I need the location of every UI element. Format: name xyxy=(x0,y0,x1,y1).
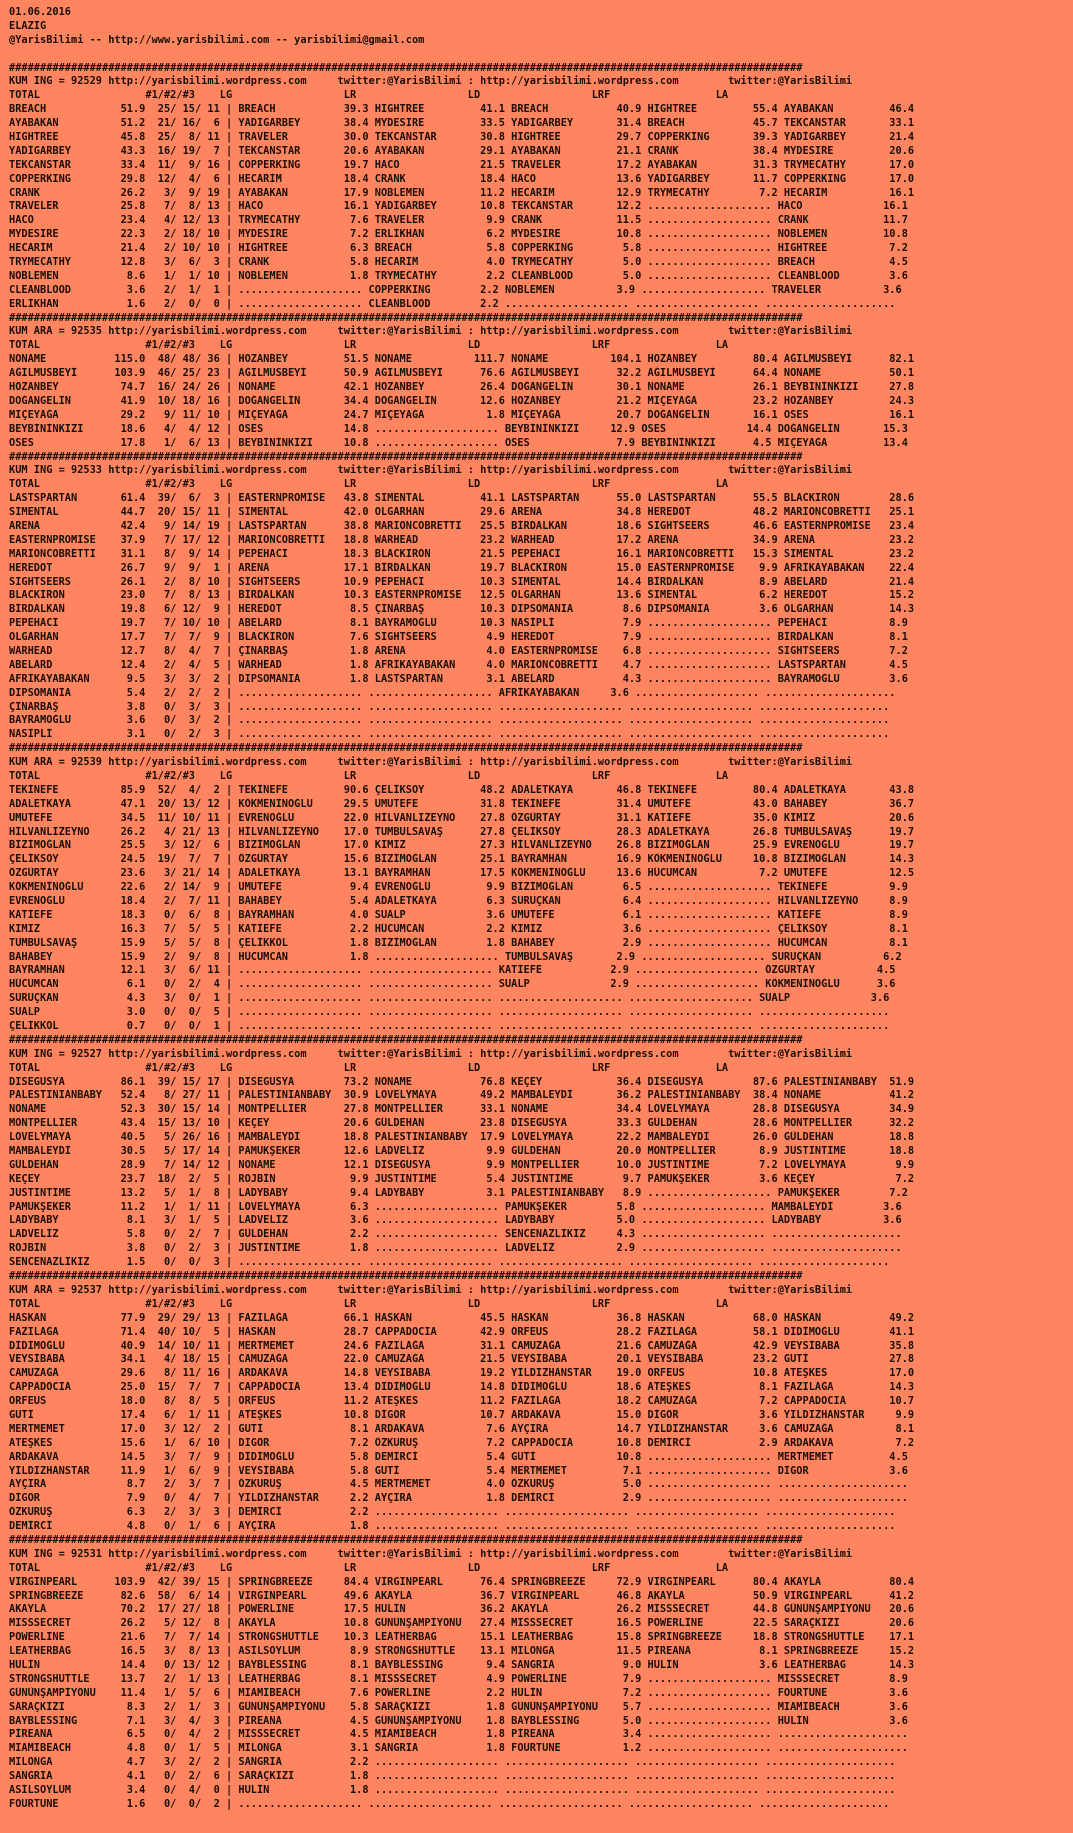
table-row: CLEANBLOOD 3.6 2/ 1/ 1 | .................... COPPERKING 2.2 NOBLEMEN 3.9 .................... TRAVELER 3.6 xyxy=(9,283,902,296)
table-row: DİDİMOĞLU 40.9 14/ 10/ 11 | MERTMEMET 24.6 FAZILAĞA 31.1 CAMUZAĞA 21.6 CAMUZAĞA 42.9 VEYSİBABA 35.8 xyxy=(9,1339,915,1352)
table-row: CAMUZAĞA 29.6 8/ 11/ 16 | ARDAKAVA 14.8 VEYSİBABA 19.2 YILDIZHANSTAR 19.0 ORFEUS 10.8 ATEŞKES 17.0 xyxy=(9,1367,915,1380)
table-row: BEYBİNİNKIZI 18.6 4/ 4/ 12 | OSES 14.8 .................... BEYBİNİNKIZI 12.9 OSES 14.4 DOĞANGELİN 15.3 xyxy=(9,422,908,435)
table-row: ABELARD 12.4 2/ 4/ 5 | WARHEAD 1.8 AFRİKAYABAKAN 4.0 MARIONCOBRETTI 4.7 .................... LASTSPARTAN 4.5 xyxy=(9,658,908,671)
table-row: ÇELİKKOL 0.7 0/ 0/ 1 | .................... .................... .................... .................... ..................... xyxy=(9,1020,890,1033)
table-row: TRAVELER 25.8 7/ 8/ 13 | HACO 16.1 YADİGARBEY 10.8 TEKCANSTAR 12.2 .................... HACO 16.1 xyxy=(9,200,908,213)
table-row: MISSSECRET 26.2 5/ 12/ 8 | AKAYLA 10.8 GÜNÜNŞAMPİYONU 27.4 MISSSECRET 16.5 POWERLINE 22.5 SARAÇKIZI 20.6 xyxy=(9,1617,915,1630)
column-headers: TOTAL #1/#2/#3 LG LR LD LRF LA xyxy=(9,89,729,102)
table-row: HECARİM 21.4 2/ 10/ 10 | HIGHTREE 6.3 BREACH 5.8 COPPERKING 5.8 .................... HIGHTREE 7.2 xyxy=(9,242,908,255)
table-row: ERLİKHAN 1.6 2/ 0/ 0 | .................... CLEANBLOOD 2.2 .................... .................... ..................... xyxy=(9,297,896,310)
table-row: WARHEAD 12.7 8/ 4/ 7 | ÇINARBAŞ 1.8 ARENA 4.0 EASTERNPROMISE 6.8 .................... SIGHTSEERS 7.2 xyxy=(9,644,908,657)
section-separator: ################################################################################################################################ xyxy=(9,1033,803,1046)
table-row: MYDESIRE 22.3 2/ 18/ 10 | MYDESIRE 7.2 ERLİKHAN 6.2 MYDESIRE 10.8 .................... NOBLEMEN 10.8 xyxy=(9,228,908,241)
table-row: GÜNÜNŞAMPİYONU 11.4 1/ 5/ 6 | MIAMIBEACH 7.6 POWERLINE 2.2 HULİN 7.2 .................... FOURTUNE 3.6 xyxy=(9,1686,908,1699)
table-row: FAZILAĞA 71.4 40/ 10/ 5 | HASKAN 28.7 CAPPADOCIA 42.9 ORFEUS 28.2 FAZILAĞA 58.1 DİDİMOĞLU 41.1 xyxy=(9,1325,915,1338)
table-row: BLACKIRON 23.0 7/ 8/ 13 | BİRDALKAN 10.3 EASTERNPROMISE 12.5 OLGARHAN 13.6 SIMENTAL 6.2 HEREDOT 15.2 xyxy=(9,589,915,602)
table-row: SARAÇKIZI 8.3 2/ 1/ 3 | GÜNÜNŞAMPİYONU 5.8 SARAÇKIZI 1.8 GÜNÜNŞAMPİYONU 5.7 .................... MIAMIBEACH 3.6 xyxy=(9,1700,908,1713)
table-row: POWERLINE 21.6 7/ 7/ 14 | STRONGSHUTTLE 10.3 LEATHERBAG 15.1 LEATHERBAG 15.8 SPRINGBREEZE 18.8 STRONGSHUTTLE 17.1 xyxy=(9,1631,915,1644)
table-row: LADVELİZ 5.8 0/ 2/ 7 | GÜLDEHAN 2.2 .................... SENCENAZLIKIZ 4.3 .................... ..................... xyxy=(9,1228,902,1241)
column-headers: TOTAL #1/#2/#3 LG LR LD LRF LA xyxy=(9,339,729,352)
column-headers: TOTAL #1/#2/#3 LG LR LD LRF LA xyxy=(9,1061,729,1074)
table-row: COPPERKING 29.8 12/ 4/ 6 | HECARİM 18.4 CRANK 18.4 HACO 13.6 YADİGARBEY 11.7 COPPERKING 17.0 xyxy=(9,172,915,185)
section-separator: ################################################################################################################################ xyxy=(9,61,803,74)
table-row: BAYRAMOĞLU 3.6 0/ 3/ 2 | .................... .................... .................... .................... ..................... xyxy=(9,714,890,727)
table-row: ÇINARBAŞ 3.8 0/ 3/ 3 | .................... .................... .................... .................... ..................... xyxy=(9,700,890,713)
table-row: SANGRIA 4.1 0/ 2/ 6 | SARAÇKIZI 1.8 .................... .................... .................... ..................... xyxy=(9,1770,896,1783)
table-row: DEMİRCİ 4.8 0/ 1/ 6 | AYÇIRA 1.8 .................... .................... .................... ..................... xyxy=(9,1520,896,1533)
table-row: BAYBLESSING 7.1 3/ 4/ 3 | PİREANA 4.5 GÜNÜNŞAMPİYONU 1.8 BAYBLESSING 5.0 .................... HULİN 3.6 xyxy=(9,1714,908,1727)
table-row: LASTSPARTAN 61.4 39/ 6/ 3 | EASTERNPROMISE 43.8 SIMENTAL 41.1 LASTSPARTAN 55.0 LASTSPARTAN 55.5 BLACKIRON 28.6 xyxy=(9,492,915,505)
table-row: MILONGA 4.7 3/ 2/ 2 | SANGRIA 2.2 .................... .................... .................... ..................... xyxy=(9,1756,896,1769)
table-row: PİREANA 6.5 0/ 4/ 2 | MISSSECRET 4.5 MIAMIBEACH 1.8 PİREANA 3.4 .................... ..................... xyxy=(9,1728,908,1741)
table-row: ROJBİN 3.8 0/ 2/ 3 | JUSTINTIME 1.8 .................... LADVELİZ 2.9 .................... ..................... xyxy=(9,1242,902,1255)
races-container xyxy=(9,62,1073,1812)
table-row: ARDAKAVA 14.5 3/ 7/ 9 | DİDİMOĞLU 5.8 DEMİRCİ 5.4 GUTİ 10.8 .................... MERTMEMET 4.5 xyxy=(9,1450,908,1463)
table-row: ÇELİKSOY 24.5 19/ 7/ 7 | ÖZGÜRTAY 15.6 BİZİMOĞLAN 25.1 BAYRAMHAN 16.9 KÖKMENİNOĞLU 10.8 BİZİMOĞLAN 14.3 xyxy=(9,853,915,866)
table-row: PALESTINIANBABY 52.4 8/ 27/ 11 | PALESTINIANBABY 30.9 LOVELYMAYA 49.2 MAMBALEYDİ 36.2 PALESTINIANBABY 38.4 NONAME 41.2 xyxy=(9,1089,915,1102)
table-row: ADALETKAYA 47.1 20/ 13/ 12 | KÖKMENİNOĞLU 29.5 UMUTEFE 31.8 TEKİNEFE 31.4 UMUTEFE 43.0 BAHABEY 36.7 xyxy=(9,797,915,810)
table-row: DIPSOMANIA 5.4 2/ 2/ 2 | .................... .................... AFRİKAYABAKAN 3.6 .................... ..................... xyxy=(9,686,896,699)
table-row: NONAME 52.3 30/ 15/ 14 | MONTPELLIER 27.8 MONTPELLIER 33.1 NONAME 34.4 LOVELYMAYA 28.8 DISEGUSYA 34.9 xyxy=(9,1103,915,1116)
table-row: HASKAN 77.9 29/ 29/ 13 | FAZILAĞA 66.1 HASKAN 45.5 HASKAN 36.8 HASKAN 68.0 HASKAN 49.2 xyxy=(9,1311,915,1324)
table-row: KEÇEY 23.7 18/ 2/ 5 | ROJBİN 9.9 JUSTINTIME 5.4 JUSTINTIME 9.7 PAMUKŞEKER 3.6 KEÇEY 7.2 xyxy=(9,1172,915,1185)
table-row: NONAME 115.0 48/ 48/ 36 | HOZANBEY 51.5 NONAME 111.7 NONAME 104.1 HOZANBEY 80.4 AĞILMUSBEYİ 82.1 xyxy=(9,353,915,366)
table-row: GUTİ 17.4 6/ 1/ 11 | ATEŞKES 10.8 DİGOR 10.7 ARDAKAVA 15.0 DİGOR 3.6 YILDIZHANSTAR 9.9 xyxy=(9,1408,915,1421)
table-row: KÖKMENİNOĞLU 22.6 2/ 14/ 9 | UMUTEFE 9.4 EVRENOĞLU 9.9 BİZİMOĞLAN 6.5 .................... TEKİNEFE 9.9 xyxy=(9,881,908,894)
race-title: KUM ING = 92531 http://yarisbilimi.wordpress.com twitter:@YarisBilimi : http://yarisbilimi.wordpress.com twitter:@YarisBilimi xyxy=(9,1547,853,1560)
section-separator: ################################################################################################################################ xyxy=(9,311,803,324)
table-row: HÜCUMCAN 6.1 0/ 2/ 4 | .................... .................... SUALP 2.9 .................... KÖKMENİNOĞLU 3.6 xyxy=(9,978,896,991)
race-title: KUM ARA = 92539 http://yarisbilimi.wordpress.com twitter:@YarisBilimi : http://yarisbilimi.wordpress.com twitter:@YarisBilimi xyxy=(9,756,853,769)
table-row: DISEGUSYA 86.1 39/ 15/ 17 | DISEGUSYA 73.2 NONAME 76.8 KEÇEY 36.4 DISEGUSYA 87.6 PALESTINIANBABY 51.9 xyxy=(9,1075,915,1088)
table-row: AFRİKAYABAKAN 9.5 3/ 3/ 2 | DIPSOMANIA 1.8 LASTSPARTAN 3.1 ABELARD 4.3 .................... BAYRAMOĞLU 3.6 xyxy=(9,672,908,685)
table-row: PAMUKŞEKER 11.2 1/ 1/ 11 | LOVELYMAYA 6.3 .................... PAMUKŞEKER 5.8 .................... MAMBALEYDİ 3.6 xyxy=(9,1200,902,1213)
table-row: ARENA 42.4 9/ 14/ 19 | LASTSPARTAN 38.8 MARIONCOBRETTI 25.5 BİRDALKAN 18.6 SIGHTSEERS 46.6 EASTERNPROMISE 23.4 xyxy=(9,519,915,532)
table-row: NOBLEMEN 8.6 1/ 1/ 10 | NOBLEMEN 1.8 TRYMECATHY 2.2 CLEANBLOOD 5.0 .................... CLEANBLOOD 3.6 xyxy=(9,269,908,282)
table-row: MARIONCOBRETTI 31.1 8/ 9/ 14 | PEPEHACI 18.3 BLACKIRON 21.5 PEPEHACI 16.1 MARIONCOBRETTI 15.3 SIMENTAL 23.2 xyxy=(9,547,915,560)
table-row: EASTERNPROMISE 37.9 7/ 17/ 12 | MARIONCOBRETTI 18.8 WARHEAD 23.2 WARHEAD 17.2 ARENA 34.9 ARENA 23.2 xyxy=(9,533,915,546)
table-row: MIÇEYAĞA 29.2 9/ 11/ 10 | MIÇEYAĞA 24.7 MIÇEYAĞA 1.8 MIÇEYAĞA 20.7 DOĞANGELİN 16.1 OSES 16.1 xyxy=(9,408,915,421)
table-row: SENCENAZLIKIZ 1.5 0/ 0/ 3 | .................... .................... .................... .................... ..................... xyxy=(9,1256,890,1269)
table-row: HIGHTREE 45.8 25/ 8/ 11 | TRAVELER 30.0 TEKCANSTAR 30.8 HIGHTREE 29.7 COPPERKING 39.3 YADİGARBEY 21.4 xyxy=(9,131,915,144)
table-row: VEYSİBABA 34.1 4/ 18/ 15 | CAMUZAĞA 22.0 CAMUZAĞA 21.5 VEYSİBABA 20.1 VEYSİBABA 23.2 GUTİ 27.8 xyxy=(9,1353,915,1366)
table-row: LEATHERBAG 16.5 3/ 8/ 13 | ASİLSOYLUM 8.9 STRONGSHUTTLE 13.1 MILONGA 11.5 PİREANA 8.1 SPRINGBREEZE 15.2 xyxy=(9,1645,915,1658)
blank-line xyxy=(9,48,1073,62)
report-contact: @YarisBilimi -- http://www.yarisbilimi.com -- yarisbilimi@gmail.com xyxy=(9,33,425,46)
table-row: SPRINGBREEZE 82.6 58/ 6/ 14 | VIRGINPEARL 49.6 AKAYLA 36.7 VIRGINPEARL 46.8 AKAYLA 50.9 VIRGINPEARL 41.2 xyxy=(9,1589,915,1602)
table-row: CRANK 26.2 3/ 9/ 19 | AYABAKAN 17.9 NOBLEMEN 11.2 HECARİM 12.9 TRYMECATHY 7.2 HECARİM 16.1 xyxy=(9,186,915,199)
table-row: EVRENOĞLU 18.4 2/ 7/ 11 | BAHABEY 5.4 ADALETKAYA 6.3 SURUÇKAN 6.4 .................... HİLVANLIZEYNO 8.9 xyxy=(9,895,908,907)
race-title: KUM ING = 92533 http://yarisbilimi.wordpress.com twitter:@YarisBilimi : http://yarisbilimi.wordpress.com twitter:@YarisBilimi xyxy=(9,464,853,477)
table-row: HACO 23.4 4/ 12/ 13 | TRYMECATHY 7.6 TRAVELER 9.9 CRANK 11.5 .................... CRANK 11.7 xyxy=(9,214,908,227)
column-headers: TOTAL #1/#2/#3 LG LR LD LRF LA xyxy=(9,1297,729,1310)
race-title: KUM ARA = 92537 http://yarisbilimi.wordpress.com twitter:@YarisBilimi : http://yarisbilimi.wordpress.com twitter:@YarisBilimi xyxy=(9,1283,853,1296)
table-row: JUSTINTIME 13.2 5/ 1/ 8 | LADYBABY 9.4 LADYBABY 3.1 PALESTINIANBABY 8.9 .................... PAMUKŞEKER 7.2 xyxy=(9,1186,908,1199)
table-row: AYÇIRA 8.7 2/ 3/ 7 | ÖZKURUŞ 4.5 MERTMEMET 4.0 ÖZKURUŞ 5.0 .................... ..................... xyxy=(9,1478,908,1491)
table-row: YILDIZHANSTAR 11.9 1/ 6/ 9 | VEYSİBABA 5.8 GUTİ 5.4 MERTMEMET 7.1 .................... DİGOR 3.6 xyxy=(9,1464,908,1477)
race-title: KUM ING = 92529 http://yarisbilimi.wordpress.com twitter:@YarisBilimi : http://yarisbilimi.wordpress.com twitter:@YarisBilimi xyxy=(9,75,853,88)
table-row: GÜLDEHAN 28.9 7/ 14/ 12 | NONAME 12.1 DISEGUSYA 9.9 MONTPELLIER 10.0 JUSTINTIME 7.2 LOVELYMAYA 9.9 xyxy=(9,1158,915,1171)
table-row: SURUÇKAN 4.3 3/ 0/ 1 | .................... .................... .................... .................... SUALP 3.6 xyxy=(9,992,890,1005)
table-row: OSES 17.8 1/ 6/ 13 | BEYBİNİNKIZI 10.8 .................... OSES 7.9 BEYBİNİNKIZI 4.5 MIÇEYAĞA 13.4 xyxy=(9,436,908,449)
race-title: KUM ING = 92527 http://yarisbilimi.wordpress.com twitter:@YarisBilimi : http://yarisbilimi.wordpress.com twitter:@YarisBilimi xyxy=(9,1047,853,1060)
table-row: OLGARHAN 17.7 7/ 7/ 9 | BLACKIRON 7.6 SIGHTSEERS 4.9 HEREDOT 7.9 .................... BİRDALKAN 8.1 xyxy=(9,631,908,644)
table-row: MERTMEMET 17.0 3/ 12/ 2 | GUTİ 8.1 ARDAKAVA 7.6 AYÇIRA 14.7 YILDIZHANSTAR 3.6 CAMUZAĞA 8.1 xyxy=(9,1422,915,1435)
table-row: FOURTUNE 1.6 0/ 0/ 2 | .................... .................... .................... .................... ..................... xyxy=(9,1797,890,1810)
table-row: HULİN 14.4 0/ 13/ 12 | BAYBLESSING 8.1 BAYBLESSING 9.4 SANGRIA 9.0 HULİN 3.6 LEATHERBAG 14.3 xyxy=(9,1658,915,1671)
table-row: AKAYLA 70.2 17/ 27/ 18 | POWERLINE 17.5 HULİN 36.2 AKAYLA 26.2 MISSSECRET 44.8 GÜNÜNŞAMPİYONU 20.6 xyxy=(9,1603,915,1616)
table-row: SUALP 3.0 0/ 0/ 5 | .................... .................... .................... .................... ..................... xyxy=(9,1006,890,1019)
table-row: TUMBULSAVAŞ 15.9 5/ 5/ 8 | ÇELİKKOL 1.8 BİZİMOĞLAN 1.8 BAHABEY 2.9 .................... HÜCUMCAN 8.1 xyxy=(9,936,908,949)
section-separator: ################################################################################################################################ xyxy=(9,1270,803,1283)
table-row: MAMBALEYDİ 30.5 5/ 17/ 14 | PAMUKŞEKER 12.6 LADVELİZ 9.9 GÜLDEHAN 20.0 MONTPELLIER 8.9 JUSTINTIME 18.8 xyxy=(9,1145,915,1158)
section-separator: ################################################################################################################################ xyxy=(9,450,803,463)
table-row: PEPEHACI 19.7 7/ 10/ 10 | ABELARD 8.1 BAYRAMOĞLU 10.3 NASİPLİ 7.9 .................... PEPEHACI 8.9 xyxy=(9,617,908,630)
table-row: VIRGINPEARL 103.9 42/ 39/ 15 | SPRINGBREEZE 84.4 VIRGINPEARL 76.4 SPRINGBREEZE 72.9 VIRGINPEARL 80.4 AKAYLA 80.4 xyxy=(9,1575,915,1588)
table-row: KATİEFE 18.3 0/ 6/ 8 | BAYRAMHAN 4.0 SUALP 3.6 UMUTEFE 6.1 .................... KATİEFE 8.9 xyxy=(9,908,908,921)
table-row: BAYRAMHAN 12.1 3/ 6/ 11 | .................... .................... KATİEFE 2.9 .................... ÖZGÜRTAY 4.5 xyxy=(9,964,896,977)
table-row: ÖZKURUŞ 6.3 2/ 3/ 3 | DEMİRCİ 2.2 .................... .................... .................... ..................... xyxy=(9,1506,896,1519)
table-row: AYABAKAN 51.2 21/ 16/ 6 | YADİGARBEY 38.4 MYDESIRE 33.5 YADİGARBEY 31.4 BREACH 45.7 TEKCANSTAR 33.1 xyxy=(9,117,915,130)
table-row: BREACH 51.9 25/ 15/ 11 | BREACH 39.3 HIGHTREE 41.1 BREACH 40.9 HIGHTREE 55.4 AYABAKAN 46.4 xyxy=(9,103,915,116)
table-row: STRONGSHUTTLE 13.7 2/ 1/ 13 | LEATHERBAG 8.1 MISSSECRET 4.9 POWERLINE 7.9 .................... MISSSECRET 8.9 xyxy=(9,1672,908,1685)
table-row: KIMIZ 16.3 7/ 5/ 5 | KATİEFE 2.2 HÜCUMCAN 2.2 KIMIZ 3.6 .................... ÇELİKSOY 8.1 xyxy=(9,922,908,935)
table-row: TRYMECATHY 12.8 3/ 6/ 3 | CRANK 5.8 HECARİM 4.0 TRYMECATHY 5.0 .................... BREACH 4.5 xyxy=(9,256,908,269)
table-row: LADYBABY 8.1 3/ 1/ 5 | LADVELİZ 3.6 .................... LADYBABY 5.0 .................... LADYBABY 3.6 xyxy=(9,1214,902,1227)
table-row: TEKCANSTAR 33.4 11/ 9/ 16 | COPPERKING 19.7 HACO 21.5 TRAVELER 17.2 AYABAKAN 31.3 TRYMECATHY 17.0 xyxy=(9,158,915,171)
table-row: ÖZGÜRTAY 23.6 3/ 21/ 14 | ADALETKAYA 13.1 BAYRAMHAN 17.5 KÖKMENİNOĞLU 13.6 HÜCUMCAN 7.2 UMUTEFE 12.5 xyxy=(9,867,915,880)
table-row: ORFEUS 18.0 8/ 8/ 5 | ORFEUS 11.2 ATEŞKES 11.2 FAZILAĞA 18.2 CAMUZAĞA 7.2 CAPPADOCIA 10.7 xyxy=(9,1395,915,1408)
column-headers: TOTAL #1/#2/#3 LG LR LD LRF LA xyxy=(9,769,729,782)
table-row: LOVELYMAYA 40.5 5/ 26/ 16 | MAMBALEYDİ 18.8 PALESTINIANBABY 17.9 LOVELYMAYA 22.2 MAMBALEYDİ 26.0 GÜLDEHAN 18.8 xyxy=(9,1131,915,1144)
section-separator: ################################################################################################################################ xyxy=(9,742,803,755)
table-row: TEKİNEFE 85.9 52/ 4/ 2 | TEKİNEFE 90.6 ÇELİKSOY 48.2 ADALETKAYA 46.8 TEKİNEFE 80.4 ADALETKAYA 43.8 xyxy=(9,783,915,796)
table-row: HOZANBEY 74.7 16/ 24/ 26 | NONAME 42.1 HOZANBEY 26.4 DOĞANGELİN 30.1 NONAME 26.1 BEYBİNİNKIZI 27.8 xyxy=(9,381,915,394)
table-row: ASİLSOYLUM 3.4 0/ 4/ 0 | HULİN 1.8 .................... .................... .................... ..................... xyxy=(9,1784,896,1796)
report-city: ELAZIG xyxy=(9,19,47,32)
table-row: HİLVANLIZEYNO 26.2 4/ 21/ 13 | HİLVANLIZEYNO 17.0 TUMBULSAVAŞ 27.8 ÇELİKSOY 28.3 ADALETKAYA 26.8 TUMBULSAVAŞ 19.7 xyxy=(9,825,915,838)
table-row: BİZİMOĞLAN 25.5 3/ 12/ 6 | BİZİMOĞLAN 17.0 KIMIZ 27.3 HİLVANLIZEYNO 26.8 BİZİMOĞLAN 25.9 EVRENOĞLU 19.7 xyxy=(9,839,915,852)
table-row: BİRDALKAN 19.8 6/ 12/ 9 | HEREDOT 8.5 ÇINARBAŞ 10.3 DIPSOMANIA 8.6 DIPSOMANIA 3.6 OLGARHAN 14.3 xyxy=(9,603,915,616)
table-row: SIMENTAL 44.7 20/ 15/ 11 | SIMENTAL 42.0 OLGARHAN 29.6 ARENA 34.8 HEREDOT 48.2 MARIONCOBRETTI 25.1 xyxy=(9,506,915,519)
table-row: ATEŞKES 15.6 1/ 6/ 10 | DİGOR 7.2 ÖZKURUŞ 7.2 CAPPADOCIA 10.8 DEMİRCİ 2.9 ARDAKAVA 7.2 xyxy=(9,1436,915,1449)
section-separator: ################################################################################################################################ xyxy=(9,1533,803,1546)
column-headers: TOTAL #1/#2/#3 LG LR LD LRF LA xyxy=(9,478,729,491)
table-row: MIAMIBEACH 4.8 0/ 1/ 5 | MILONGA 3.1 SANGRIA 1.8 FOURTUNE 1.2 .................... ..................... xyxy=(9,1742,908,1755)
column-headers: TOTAL #1/#2/#3 LG LR LD LRF LA xyxy=(9,1561,729,1574)
table-row: BAHABEY 15.9 2/ 9/ 8 | HÜCUMCAN 1.8 .................... TUMBULSAVAŞ 2.9 .................... SURUÇKAN 6.2 xyxy=(9,950,902,963)
table-row: YADİGARBEY 43.3 16/ 19/ 7 | TEKCANSTAR 20.6 AYABAKAN 29.1 AYABAKAN 21.1 CRANK 38.4 MYDESIRE 20.6 xyxy=(9,144,915,157)
report-date: 01.06.2016 xyxy=(9,6,71,18)
table-row: HEREDOT 26.7 9/ 9/ 1 | ARENA 17.1 BİRDALKAN 19.7 BLACKIRON 15.0 EASTERNPROMISE 9.9 AFRİKAYABAKAN 22.4 xyxy=(9,561,915,574)
table-row: CAPPADOCIA 25.0 15/ 7/ 7 | CAPPADOCIA 13.4 DİDİMOĞLU 14.8 DİDİMOĞLU 18.6 ATEŞKES 8.1 FAZILAĞA 14.3 xyxy=(9,1381,915,1394)
table-row: UMUTEFE 34.5 11/ 10/ 11 | EVRENOĞLU 22.0 HİLVANLIZEYNO 27.8 ÖZGÜRTAY 31.1 KATİEFE 35.0 KIMIZ 20.6 xyxy=(9,811,915,824)
table-row: NASİPLİ 3.1 0/ 2/ 3 | .................... .................... .................... .................... ..................... xyxy=(9,728,890,741)
table-row: SIGHTSEERS 26.1 2/ 8/ 10 | SIGHTSEERS 10.9 PEPEHACI 10.3 SIMENTAL 14.4 BİRDALKAN 8.9 ABELARD 21.4 xyxy=(9,575,915,588)
table-row: AĞILMUSBEYİ 103.9 46/ 25/ 23 | AĞILMUSBEYİ 50.9 AĞILMUSBEYİ 76.6 AĞILMUSBEYİ 32.2 AĞILMUSBEYİ 64.4 NONAME 50.1 xyxy=(9,367,915,380)
table-row: DOĞANGELİN 41.9 10/ 18/ 16 | DOĞANGELİN 34.4 DOĞANGELİN 12.6 HOZANBEY 21.2 MIÇEYAĞA 23.2 HOZANBEY 24.3 xyxy=(9,394,915,407)
table-row: MONTPELLIER 43.4 15/ 13/ 10 | KEÇEY 20.6 GÜLDEHAN 23.8 DISEGUSYA 33.3 GÜLDEHAN 28.6 MONTPELLIER 32.2 xyxy=(9,1117,915,1130)
race-title: KUM ARA = 92535 http://yarisbilimi.wordpress.com twitter:@YarisBilimi : http://yarisbilimi.wordpress.com twitter:@YarisBilimi xyxy=(9,325,853,338)
table-row: DİGOR 7.9 0/ 4/ 7 | YILDIZHANSTAR 2.2 AYÇIRA 1.8 DEMİRCİ 2.9 .................... ..................... xyxy=(9,1492,908,1505)
